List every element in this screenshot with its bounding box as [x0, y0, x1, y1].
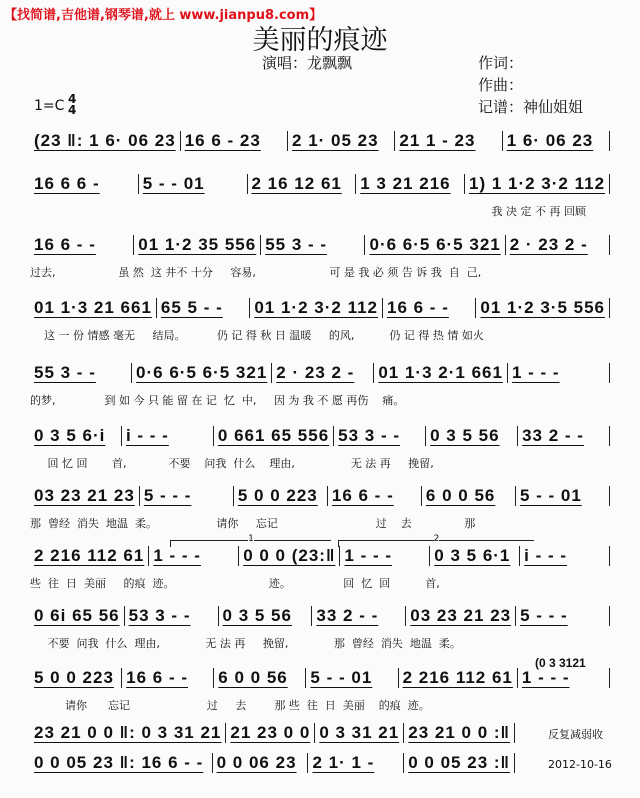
score-row: [30, 605, 610, 627]
measure: 33 2 - -: [312, 606, 406, 626]
measure: 5 0 0 223: [234, 486, 328, 506]
score-row: [30, 362, 610, 384]
measure: 55 3 - -: [30, 363, 132, 383]
measure: 53 3 - -: [125, 606, 219, 626]
measure: 1 - - -: [518, 668, 610, 688]
measure: 0·6 6·5 6·5 321: [132, 363, 272, 383]
score-row: [30, 545, 610, 567]
measure: 1) 1 1·2 3·2 112: [465, 174, 610, 194]
repeat-note: 反复减弱收: [548, 728, 603, 741]
measure: 21 23 0 0: [226, 723, 315, 743]
score-row: [30, 722, 515, 744]
measure: 5 - - -: [516, 606, 610, 626]
lyrics-line: 那 曾经 消失 地温 柔。 请你 忘记 过 去 那: [30, 517, 476, 530]
score-row: [30, 297, 610, 319]
measure: 1 3 21 216: [356, 174, 465, 194]
measure: 5 - - 01: [516, 486, 610, 506]
measure: i - - -: [520, 546, 610, 566]
volta-2-label: 2: [433, 534, 440, 544]
measure: 0 3 31 21: [315, 723, 404, 743]
measure: 01 1·3 21 661: [30, 298, 157, 318]
measure: 16 6 - -: [383, 298, 476, 318]
lyrics-line: 的梦, 到 如 今 只 能 留 在 记 忆 中, 因 为 我 不 愿 再伤 痛。: [30, 394, 405, 407]
measure: 01 1·2 3·5 556: [476, 298, 610, 318]
measure: 01 1·3 2·1 661: [374, 363, 508, 383]
measure: 03 23 21 23: [30, 486, 140, 506]
measure: 21 1 - 23: [395, 131, 502, 151]
lyrics-line: 这 一 份 情感 毫无 结局。 仍 记 得 秋 日 温暖 的风, 仍 记 得 热 情 如火: [30, 329, 484, 342]
measure: 2 1· 1 -: [308, 753, 404, 773]
measure: 65 5 - -: [157, 298, 250, 318]
measure: 5 - - -: [140, 486, 234, 506]
measure: 1 - - -: [508, 363, 610, 383]
measure: 1 6· 06 23: [503, 131, 610, 151]
score-row: [30, 173, 610, 195]
measure: 01 1·2 3·2 112: [250, 298, 383, 318]
score-row: [30, 425, 610, 447]
measure: 2 · 23 2 -: [506, 235, 610, 255]
measure: 2 216 112 61: [30, 546, 149, 566]
transcriber: 记谱：神仙姐姐: [478, 98, 584, 116]
measure: 0 0 05 23 :‖: [404, 753, 515, 773]
measure: 16 6 6 -: [30, 174, 139, 194]
lyrics-line: 我 决 定 不 再 回顾: [30, 205, 587, 218]
measure: 2 16 12 61: [248, 174, 357, 194]
volta-2: [338, 534, 534, 547]
measure: 6 0 0 56: [422, 486, 516, 506]
measure: 23 21 0 0 :‖: [404, 723, 515, 743]
measure: 2 216 112 61: [399, 668, 518, 688]
measure: 0 661 65 556: [214, 426, 334, 446]
time-top: 4: [68, 92, 77, 106]
measure: 1 - - -: [149, 546, 239, 566]
measure: 1 - - -: [340, 546, 430, 566]
lyrics-line: 请你 忘记 过 去 那 些 往 日 美丽 的痕 迹。: [30, 699, 430, 712]
measure: 16 6 - -: [30, 235, 134, 255]
measure: 0 3 5 6·1: [430, 546, 520, 566]
measure: 0·6 6·5 6·5 321: [365, 235, 505, 255]
measure: 0 0 06 23: [213, 753, 309, 773]
measure: 16 6 - -: [122, 668, 214, 688]
time-bottom: 4: [68, 103, 77, 117]
measure: 0 6i 65 56: [30, 606, 125, 626]
measure: 2 1· 05 23: [288, 131, 395, 151]
lyrics-line: 回 忆 回 首, 不要 问我 什么 理由, 无 法 再 挽留,: [30, 457, 434, 470]
measure: 6 0 0 56: [214, 668, 306, 688]
lyrics-line: 过去, 虽 然 这 井不 十分 容易, 可 是 我 必 须 告 诉 我 自 己,: [30, 266, 482, 279]
volta-1: [170, 534, 331, 547]
measure: 0 0 05 23 ‖: 16 6 - -: [30, 753, 213, 773]
lyrics-line: 不要 问我 什么 理由, 无 法 再 挽留, 那 曾经 消失 地温 柔。: [30, 637, 461, 650]
measure: 33 2 - -: [518, 426, 610, 446]
measure: (23 ‖: 1 6· 06 23: [30, 131, 181, 151]
measure: 23 21 0 0 ‖: 0 3 31 21: [30, 723, 226, 743]
score-row: [30, 752, 515, 774]
measure: 01 1·2 35 556: [134, 235, 261, 255]
measure: 0 3 5 6·i: [30, 426, 122, 446]
measure: 0 3 5 56: [426, 426, 518, 446]
ending-label: (0 3 3121: [535, 656, 586, 670]
score-row: [30, 234, 610, 256]
measure: 53 3 - -: [334, 426, 426, 446]
lyricist: 作词：: [478, 54, 524, 72]
site-banner[interactable]: 【找简谱,吉他谱,钢琴谱,就上 www.jianpu8.com】: [4, 8, 323, 23]
measure: 5 0 0 223: [30, 668, 122, 688]
measure: 16 6 - 23: [181, 131, 288, 151]
singer: 演唱：龙飘飘: [262, 54, 353, 72]
measure: i - - -: [122, 426, 214, 446]
measure: 5 - - 01: [139, 174, 248, 194]
score-row: [30, 667, 610, 689]
measure: 2 · 23 2 -: [272, 363, 374, 383]
composer: 作曲：: [478, 76, 524, 94]
lyrics-line: 些 往 日 美丽 的痕 迹。 迹。 回 忆 回 首,: [30, 577, 440, 590]
key-signature: 1=C: [34, 98, 65, 114]
measure: 16 6 - -: [328, 486, 422, 506]
measure: 0 0 0 (23:‖: [239, 546, 340, 566]
measure: 5 - - 01: [306, 668, 398, 688]
measure: 55 3 - -: [261, 235, 365, 255]
score-row: [30, 130, 610, 152]
time-signature: [68, 94, 76, 116]
volta-1-label: 1: [248, 534, 254, 544]
song-title: 美丽的痕迹: [252, 25, 388, 56]
measure: 0 3 5 56: [219, 606, 313, 626]
measure: 03 23 21 23: [406, 606, 516, 626]
date: 2012-10-16: [548, 758, 612, 771]
score-row: [30, 485, 610, 507]
